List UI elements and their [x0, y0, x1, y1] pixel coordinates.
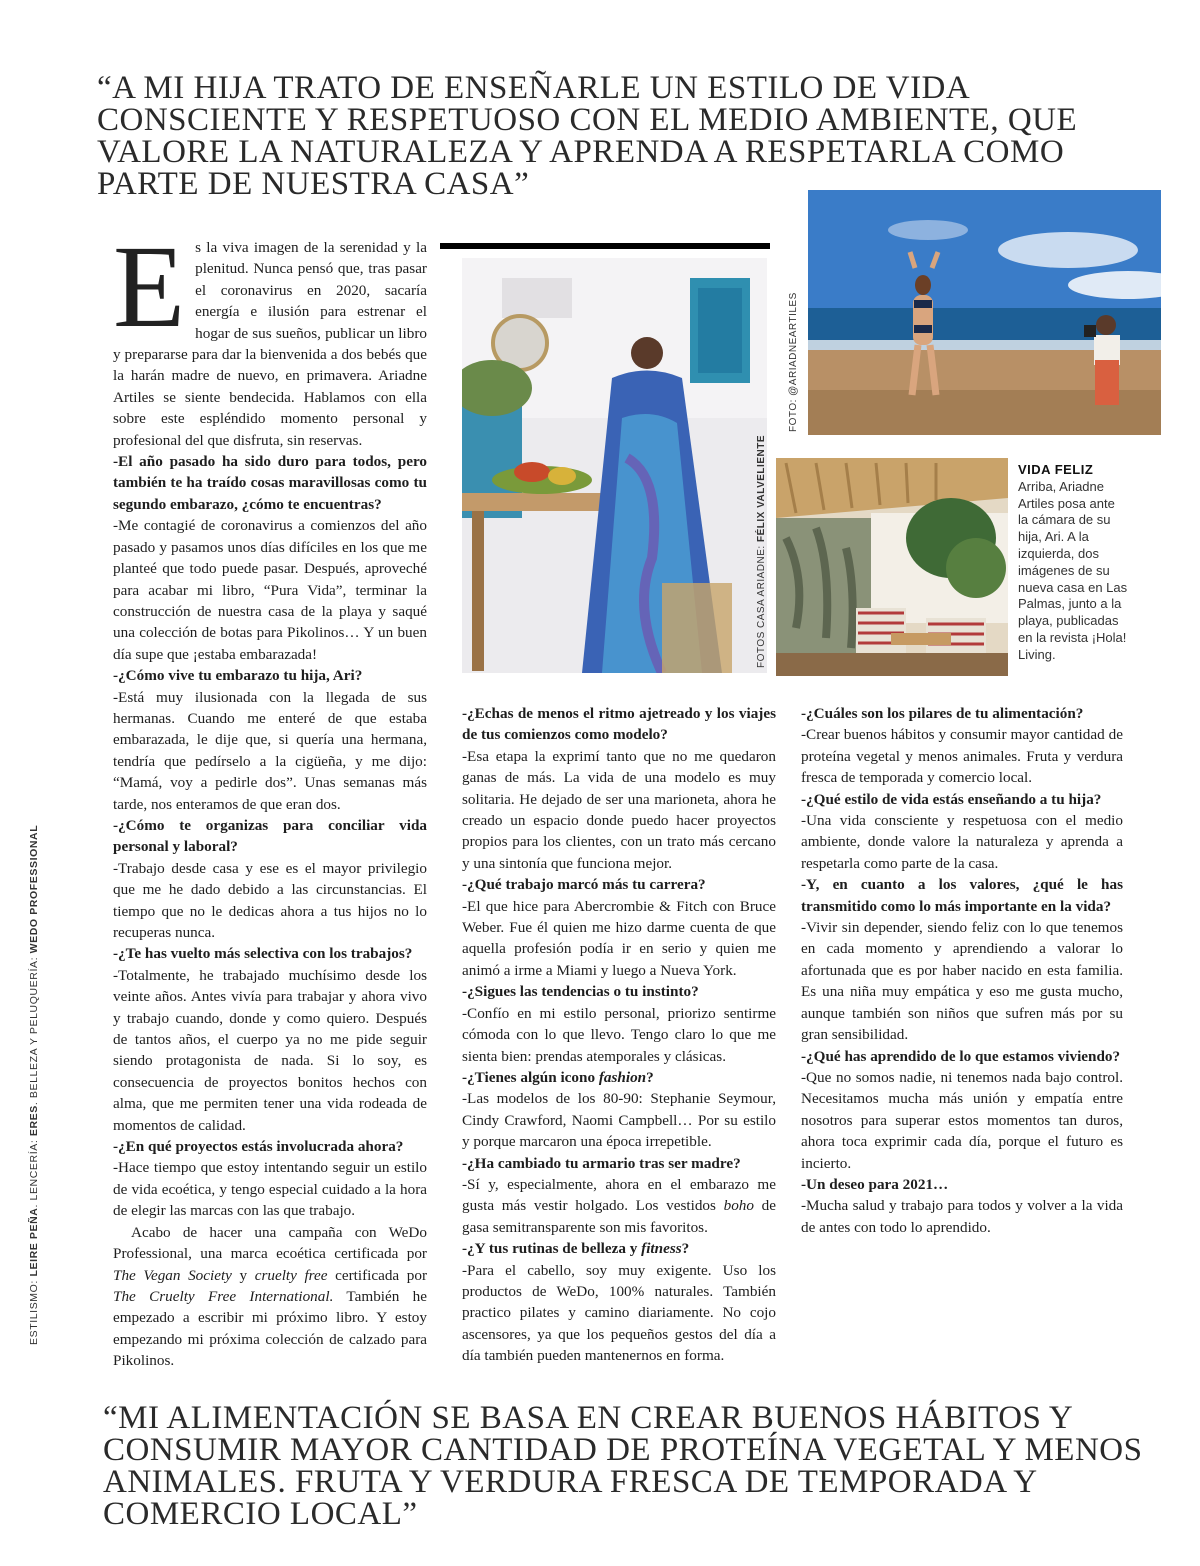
question-text: ? [681, 1240, 690, 1258]
credit-label: FOTOS CASA ARIADNE: [756, 542, 767, 668]
question: -¿Sigues las tendencias o tu instinto? [462, 983, 699, 1001]
answer [462, 1174, 776, 1238]
question-text: -¿Tienes algún icono [462, 1068, 599, 1086]
question-italic: fashion [598, 1068, 647, 1086]
caption-title: VIDA FELIZ [1018, 462, 1094, 477]
answer: -Mucha salud y trabajo para todos y volver a la vida de antes con todo lo aprendido. [801, 1197, 1123, 1236]
section-rule [440, 243, 770, 249]
answer: -Me contagié de coronavirus a comienzos del año pasado y pasamos unos días difíciles en los que me planteé que todo puede pasar. Después, aproveché para acabar mi libro, “Pura Vida”, terminar la construcción de nuestra casa de la playa y saqué una colección de botas para Pikolinos… Y un buen día supe que ¡estaba embarazada! [113, 517, 427, 663]
credit-text: ESTILISMO: [28, 1276, 40, 1345]
credit-name: WEDO PROFESSIONAL [28, 824, 40, 954]
answer: -Una vida consciente y respetuosa con el medio ambiente, donde valore la naturaleza y aprenda a respetarla como parte de la casa. [801, 812, 1123, 872]
answer-text: Acabo de hacer una campaña con WeDo Professional, una marca ecoética certificada por [113, 1223, 427, 1263]
answer: -Las modelos de los 80-90: Stephanie Seymour, Cindy Crawford, Naomi Campbell… Por su estilo y porque marcaron una época irrepetible. [462, 1090, 776, 1151]
answer: -Que no somos nadie, ni tenemos nada bajo control. Necesitamos mucha más unión y empatía entre nosotros para superar estos momentos tan duros, ahora toca exprimir cada día, porque el futuro es incierto. [801, 1068, 1123, 1172]
photo-credit-beach: FOTO: @ARIADNEARTILES [788, 292, 799, 432]
photo-caption [1018, 462, 1128, 664]
article-column-3 [801, 703, 1123, 1238]
intro-text: s la viva imagen de la serenidad y la plenitud. Nunca pensó que, tras pasar el coronavirus en 2020, sacaría energía e ilusión para estrenar el hogar de sus sueños, publicar un libro y prepararse para dar la bienvenida a dos bebés que la harán madre de nuevo, en primavera. Ariadne Artiles se siente bendecida. Hablamos con ella sobre este espléndido momento personal y profesional del que disfruta, sin reservas. [113, 239, 427, 449]
beach-illustration [808, 190, 1161, 435]
question: -¿Cuáles son los pilares de tu alimentación? [801, 705, 1084, 722]
credit-text: . BELLEZA Y PELUQUERÍA: [28, 953, 40, 1106]
styling-credits [28, 825, 40, 1345]
answer-italic: boho [723, 1197, 754, 1215]
credit-text: . LENCERÍA: [28, 1136, 40, 1208]
question: -¿Echas de menos el ritmo ajetreado y los viajes de tus comienzos como modelo? [462, 705, 776, 744]
answer-text: -Sí y, especialmente, ahora en el embarazo me gusta más vestir holgado. Los vestidos [462, 1175, 776, 1215]
question: -¿Qué estilo de vida estás enseñando a tu hija? [801, 790, 1102, 808]
answer: -Está muy ilusionada con la llegada de sus hermanas. Cuando me enteré de que estaba embarazada, le dije que, si quería una hermana, tendría que pedírselo a la cigüeña, y me dijo: “Mamá, voy a pedirle dos”. Unas semanas más tarde, nos enteramos de que eran dos. [113, 688, 427, 813]
answer: -Totalmente, he trabajado muchísimo desde los veinte años. Antes vivía para trabajar y ahora vivo y trabajo cuando, donde y como quiero. Después de tantos años, el cuerpo ya no me pide seguir siendo protagonista de nada. Si lo soy, es consecuencia de proyectos bonitos hechos con alma, que me permiten tener una vida rodeada de momentos de calidad. [113, 966, 427, 1134]
answer: -Trabajo desde casa y ese es el mayor privilegio que me he dado debido a las circunstancias. El tiempo que no le dedicas ahora a tus hijos no lo recuperas nunca. [113, 859, 427, 941]
pull-quote-bottom: “MI ALIMENTACIÓN SE BASA EN CREAR BUENOS HÁBITOS Y CONSUMIR MAYOR CANTIDAD DE PROTEÍNA VEGETAL Y MENOS ANIMALES. FRUTA Y VERDURA FRESCA DE TEMPORADA Y COMERCIO LOCAL” [103, 1400, 1143, 1532]
answer-text: de gasa semitransparente son mis favoritos. [462, 1197, 776, 1236]
question-italic: fitness [641, 1240, 682, 1258]
article-column-2 [462, 703, 776, 1367]
question-text: -¿Y tus rutinas de belleza y [462, 1240, 642, 1258]
answer [113, 1222, 427, 1372]
answer: -Esa etapa la exprimí tanto que no me quedaron ganas de más. La vida de una modelo es muy solitaria. He dejado de ser una marioneta, ahora he creado un espacio donde puedo hacer proyectos propios para los clientes, con un trato más cercano y una sintonía que funciona mejor. [462, 747, 776, 872]
intro-paragraph [113, 221, 427, 451]
question: -¿Qué has aprendido de lo que estamos viviendo? [801, 1047, 1121, 1065]
answer: -Crear buenos hábitos y consumir mayor cantidad de proteína vegetal y menos animales. Fruta y verdura fresca de temporada y comercio local. [801, 726, 1123, 787]
article-column-1 [113, 221, 428, 1372]
question: -El año pasado ha sido duro para todos, pero también te ha traído cosas maravillosas como tu segundo embarazo, ¿cómo te encuentras? [113, 453, 427, 513]
question: -¿Te has vuelto más selectiva con los trabajos? [113, 945, 413, 963]
answer: -Para el cabello, soy muy exigente. Uso los productos de WeDo, 100% naturales. También practico pilates y camino diariamente. No cojo ascensores, ya que los pequeños gestos del día a día también pueden mantenernos en forma. [462, 1261, 776, 1365]
question: -Y, en cuanto a los valores, ¿qué le has transmitido como lo más importante en la vida? [801, 876, 1123, 915]
answer-italic: The Vegan Society [113, 1266, 232, 1284]
question: -¿Qué trabajo marcó más tu carrera? [462, 876, 706, 894]
question: -¿Cómo vive tu embarazo tu hija, Ari? [113, 667, 363, 685]
answer-text: También he empezado a escribir mi próximo libro. Y estoy empezando mi próxima colección de calzado para Pikolinos. [113, 1287, 428, 1370]
answer: -Confío en mi estilo personal, priorizo sentirme cómoda con lo que llevo. Tengo claro lo que me sienta bien: prendas atemporales y clásicas. [462, 1004, 776, 1065]
photo-living-room [776, 458, 1008, 676]
pull-quote-top: “A MI HIJA TRATO DE ENSEÑARLE UN ESTILO DE VIDA CONSCIENTE Y RESPETUOSO CON EL MEDIO AMBIENTE, QUE VALORE LA NATURALEZA Y APRENDA A RESPETARLA COMO PARTE DE NUESTRA CASA” [97, 70, 1078, 202]
photo-beach [808, 190, 1161, 435]
question [462, 1238, 776, 1259]
photo-credit-house [756, 435, 767, 668]
answer: -Hace tiempo que estoy intentando seguir un estilo de vida ecoética, y tengo especial cuidado a la hora de elegir las marcas con las que trabajo. [113, 1159, 427, 1220]
answer-italic: cruelty free [254, 1266, 328, 1284]
question: -Un deseo para 2021… [801, 1175, 949, 1193]
caption-body: Arriba, Ariadne Artiles posa ante la cámara de su hija, Ari. A la izquierda, dos imágenes de su nueva casa en Las Palmas, junto a la playa, publicadas en la revista ¡Hola! Living. [1018, 478, 1128, 662]
answer-text: y [231, 1266, 255, 1284]
credit-name: LEIRE PEÑA [28, 1207, 40, 1277]
question: -¿Ha cambiado tu armario tras ser madre? [462, 1154, 741, 1172]
credit-name: ERES [28, 1105, 40, 1137]
living-room-illustration [776, 458, 1008, 676]
answer-text: certificada por [327, 1266, 428, 1284]
credit-name: FÉLIX VALVELIENTE [756, 435, 767, 543]
question-text: ? [646, 1068, 654, 1086]
question: -¿En qué proyectos estás involucrada ahora? [113, 1138, 404, 1156]
photo-woman-kitchen [462, 258, 767, 673]
answer: -Vivir sin depender, siendo feliz con lo que tenemos en cada momento y aprendiendo a valorar lo afortunada que es por haber nacido en esta familia. Es una niña muy empática y eso me gusta mucho, aunque también son niños que sufren más por su gran sensibilidad. [801, 919, 1123, 1044]
drop-cap: E [113, 221, 186, 352]
question [462, 1067, 776, 1088]
answer: -El que hice para Abercrombie & Fitch con Bruce Weber. Fue él quien me hizo darme cuenta de que aquella profesión podía ir en serio y quien me animó a irme a Miami y luego a Nueva York. [462, 897, 776, 979]
kitchen-illustration [462, 258, 767, 673]
question: -¿Cómo te organizas para conciliar vida personal y laboral? [113, 816, 427, 856]
answer-italic: The Cruelty Free International. [113, 1287, 334, 1305]
